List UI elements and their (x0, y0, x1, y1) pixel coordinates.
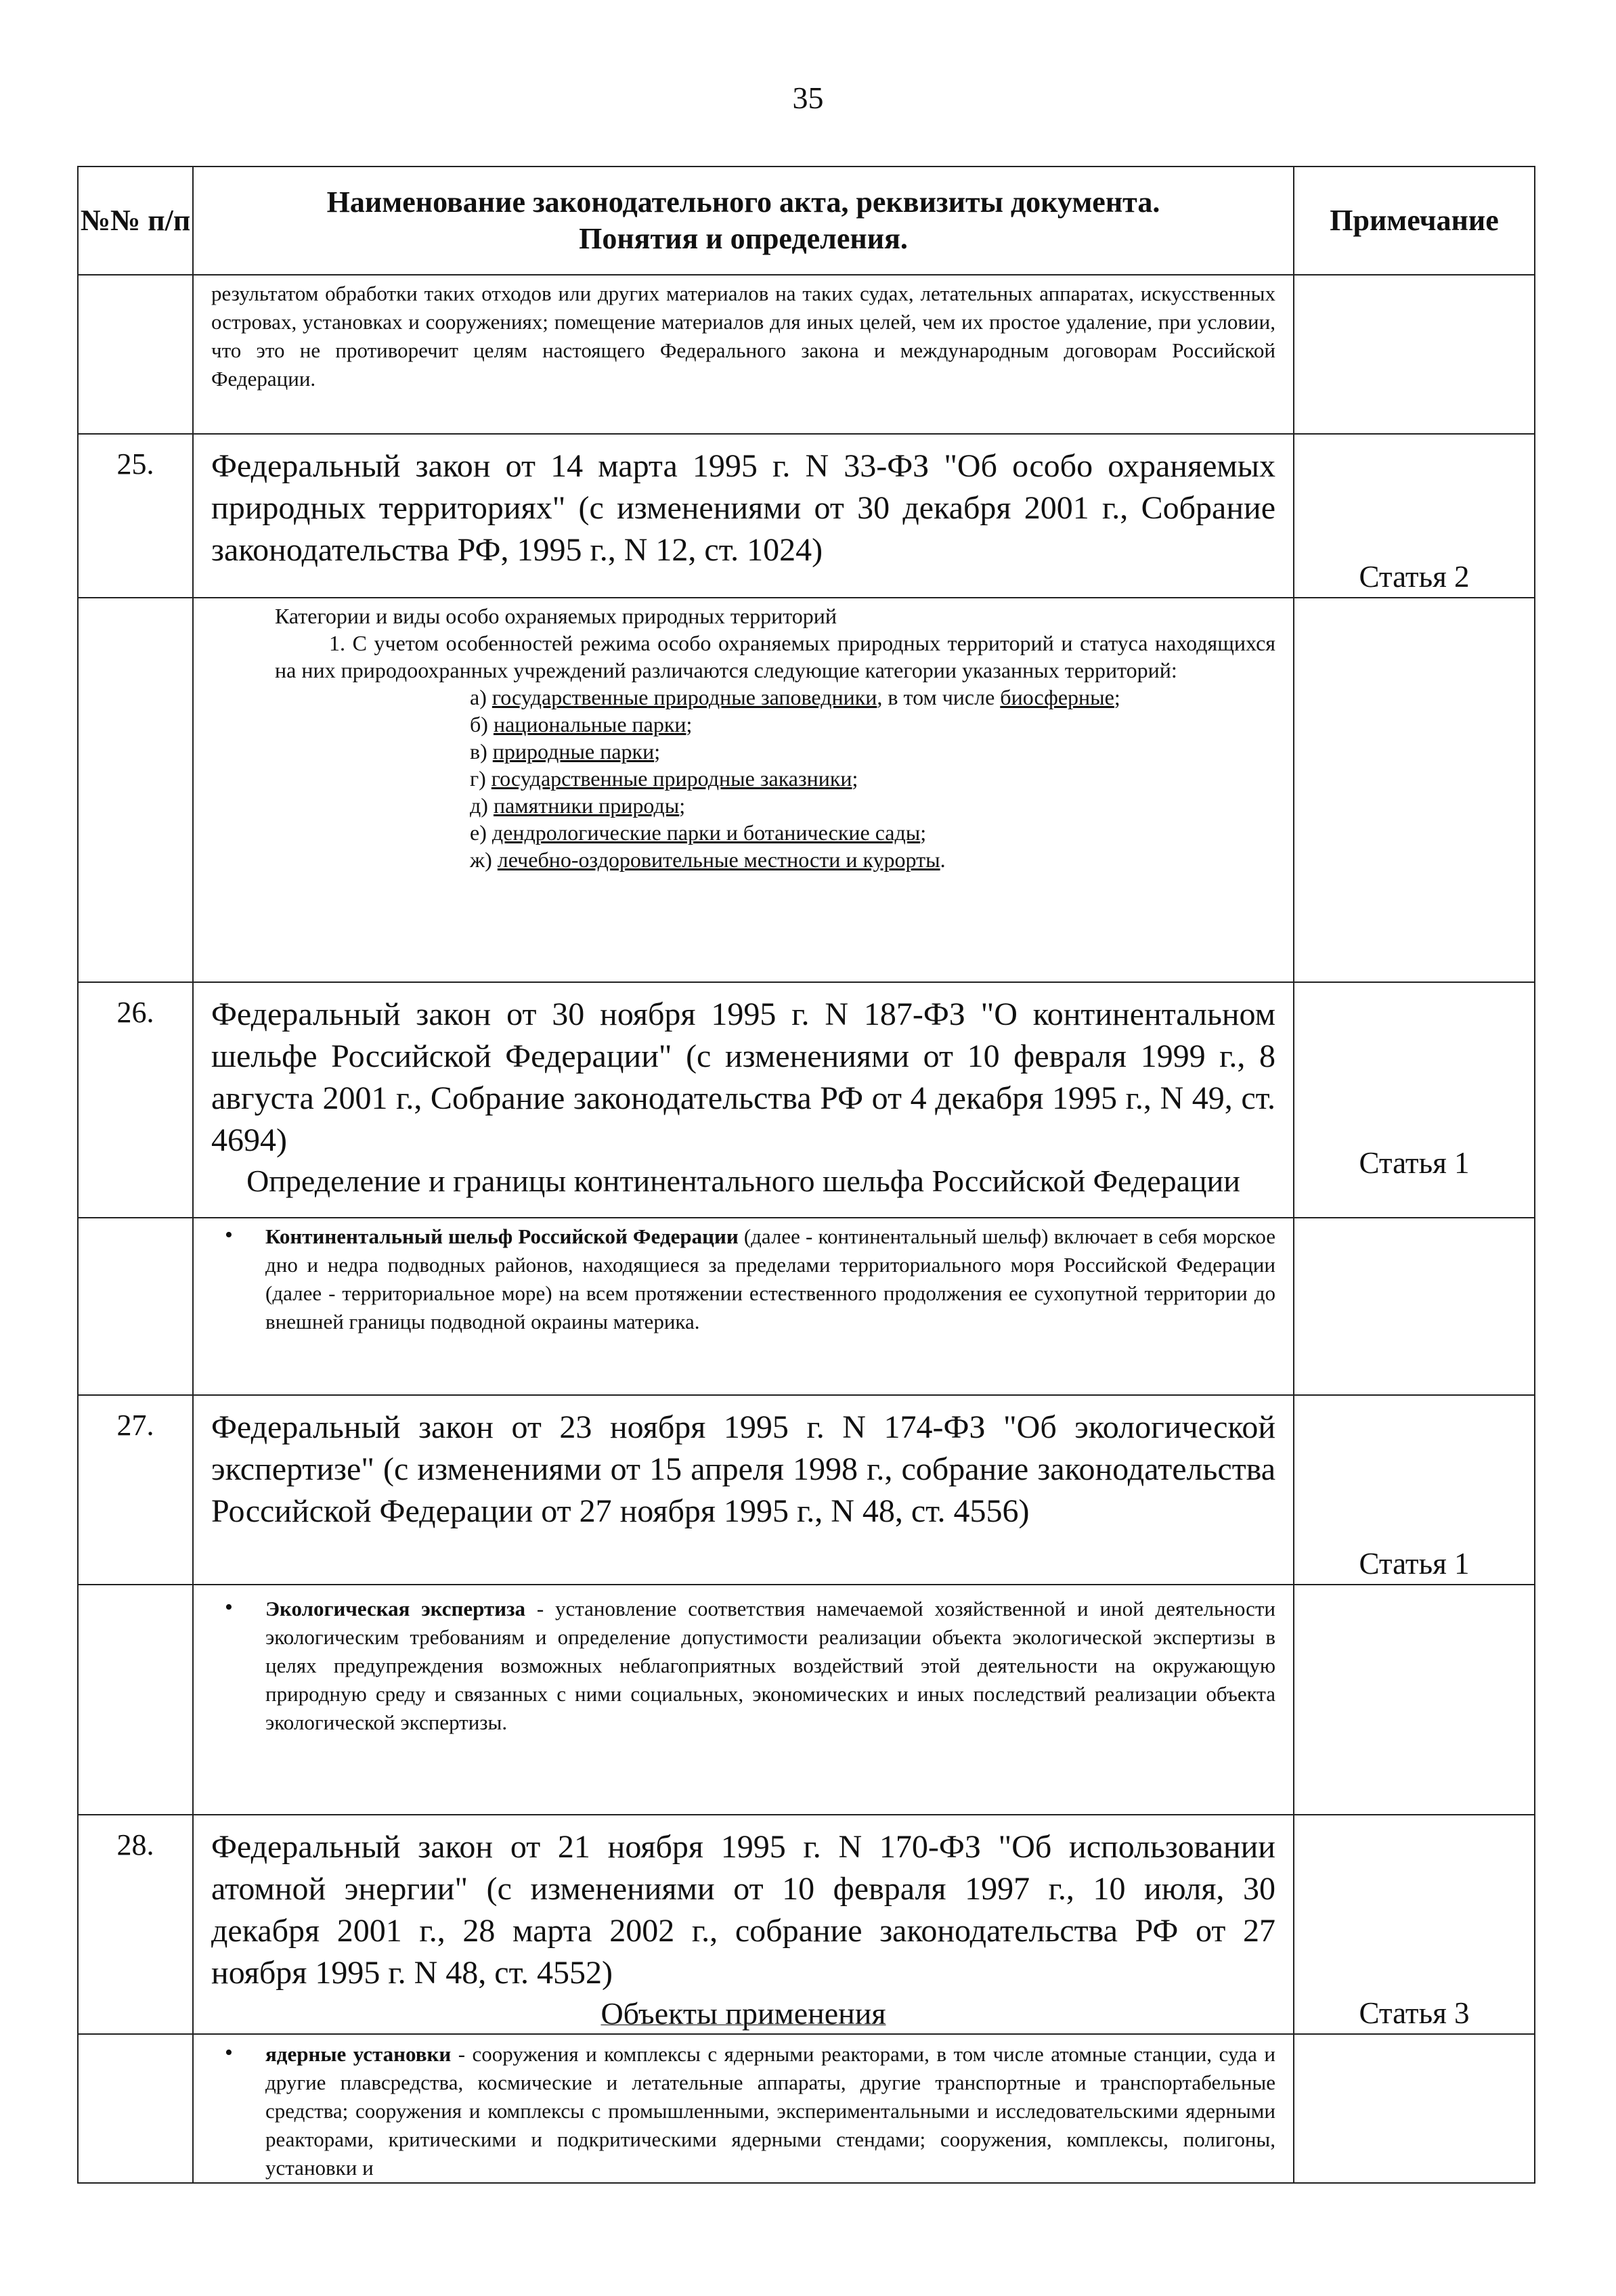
article-note: Статья 1 (1294, 982, 1535, 1218)
table-row (78, 275, 1535, 434)
table-row (78, 982, 1535, 1218)
legislation-table (77, 166, 1535, 2184)
table-row (78, 2034, 1535, 2183)
table-row (78, 598, 1535, 982)
article-note: Статья 2 (1294, 434, 1535, 598)
categories-title: Категории и виды особо охраняемых природных территорий (275, 604, 837, 628)
definition-cell (193, 1585, 1294, 1815)
list-item: г) государственные природные заказники; (470, 766, 858, 791)
header-note-column: Примечание (1294, 167, 1535, 275)
list-item: в) природные парки; (470, 739, 661, 764)
table-row (78, 434, 1535, 598)
row-number: 26. (78, 982, 193, 1218)
list-item: ж) лечебно-оздоровительные местности и курорты. (470, 847, 946, 872)
table-header-row (78, 167, 1535, 275)
header-title-column: Наименование законодательного акта, реквизиты документа. Понятия и определения. (193, 167, 1294, 275)
continuation-text: результатом обработки таких отходов или других материалов на таких судах, летательных аппаратах, искусственных островах, установках и сооружениях; помещение материалов для иных целей, чем их простое удаление, при условии, что это не противоречит целям настоящего Федерального закона и международным договорам Российской Федерации. (193, 275, 1294, 434)
table-row (78, 1585, 1535, 1815)
row-number: 28. (78, 1815, 193, 2034)
section-subtitle: Объекты применения (600, 1996, 886, 2031)
row-number: 27. (78, 1395, 193, 1585)
law-title: Федеральный закон от 21 ноября 1995 г. N 170-ФЗ "Об использовании атомной энергии" (с изменениями от 10 февраля 1997 г., 10 июля, 30 декабря 2001 г., 28 марта 2002 г., собрание законодательства РФ от 27 ноября 1995 г. N 48, ст. 4552) Объекты применения (193, 1815, 1294, 2034)
list-item: а) государственные природные заповедники, в том числе биосферные; (470, 685, 1120, 709)
table-row (78, 1815, 1535, 2034)
definition-item: • Континентальный шельф Российской Федерации (далее - континентальный шельф) включает в себя морское дно и недра подводных районов, находящиеся за пределами территориального моря Российской Федерации (далее - территориальное море) на всем протяжении естественного продолжения ее сухопутной территории до внешней границы подводной окраины материка. (211, 1222, 1275, 1336)
row-number: 25. (78, 434, 193, 598)
law-title: Федеральный закон от 14 марта 1995 г. N 33-ФЗ "Об особо охраняемых природных территориях" (с изменениями от 30 декабря 2001 г., Собрание законодательства РФ, 1995 г., N 12, ст. 1024) (193, 434, 1294, 598)
list-item: б) национальные парки; (470, 712, 693, 736)
list-item: д) памятники природы; (470, 793, 686, 818)
definition-item: • ядерные установки - сооружения и комплексы с ядерными реакторами, в том числе атомные станции, суда и другие плавсредства, космические и летательные аппараты, другие транспортные и транспортабельные средства; сооружения и комплексы с промышленными, экспериментальными и исследовательскими ядерными реакторами, критическими и подкритическими ядерными стендами; сооружения, комплексы, полигоны, установки и (211, 2040, 1275, 2182)
table-row (78, 1218, 1535, 1395)
categories-list (193, 598, 1294, 982)
definition-term: Экологическая экспертиза (265, 1597, 526, 1620)
section-subtitle: Определение и границы континентального шельфа Российской Федерации (246, 1164, 1240, 1198)
definition-cell (193, 1218, 1294, 1395)
article-note: Статья 3 (1294, 1815, 1535, 2034)
law-title: Федеральный закон от 23 ноября 1995 г. N 174-ФЗ "Об экологической экспертизе" (с изменениями от 15 апреля 1998 г., собрание законодательства Российской Федерации от 27 ноября 1995 г., N 48, ст. 4556) (193, 1395, 1294, 1585)
categories-intro: 1. С учетом особенностей режима особо охраняемых природных территорий и статуса находящихся на них природоохранных учреждений различаются следующие категории указанных территорий: (275, 631, 1275, 682)
table-row (78, 1395, 1535, 1585)
header-number-column: №№ п/п (78, 167, 193, 275)
definition-term: Континентальный шельф Российской Федерации (265, 1224, 739, 1248)
article-note: Статья 1 (1294, 1395, 1535, 1585)
definition-term: ядерные установки (265, 2042, 452, 2066)
definition-cell (193, 2034, 1294, 2183)
page-number: 35 (792, 81, 824, 115)
definition-item: • Экологическая экспертиза - установление соответствия намечаемой хозяйственной и иной деятельности экологическим требованиям и определение допустимости реализации объекта экологической экспертизы в целях предупреждения возможных неблагоприятных воздействий этой деятельности на окружающую природную среду и связанных с ними социальных, экономических и иных последствий реализации объекта экологической экспертизы. (211, 1595, 1275, 1737)
law-title: Федеральный закон от 30 ноября 1995 г. N 187-ФЗ "О континентальном шельфе Российской Федерации" (с изменениями от 10 февраля 1999 г., 8 августа 2001 г., Собрание законодательства РФ от 4 декабря 1995 г., N 49, ст. 4694) Определение и границы континентального шельфа Российской Федерации (193, 982, 1294, 1218)
list-item: е) дендрологические парки и ботанические сады; (470, 820, 927, 845)
